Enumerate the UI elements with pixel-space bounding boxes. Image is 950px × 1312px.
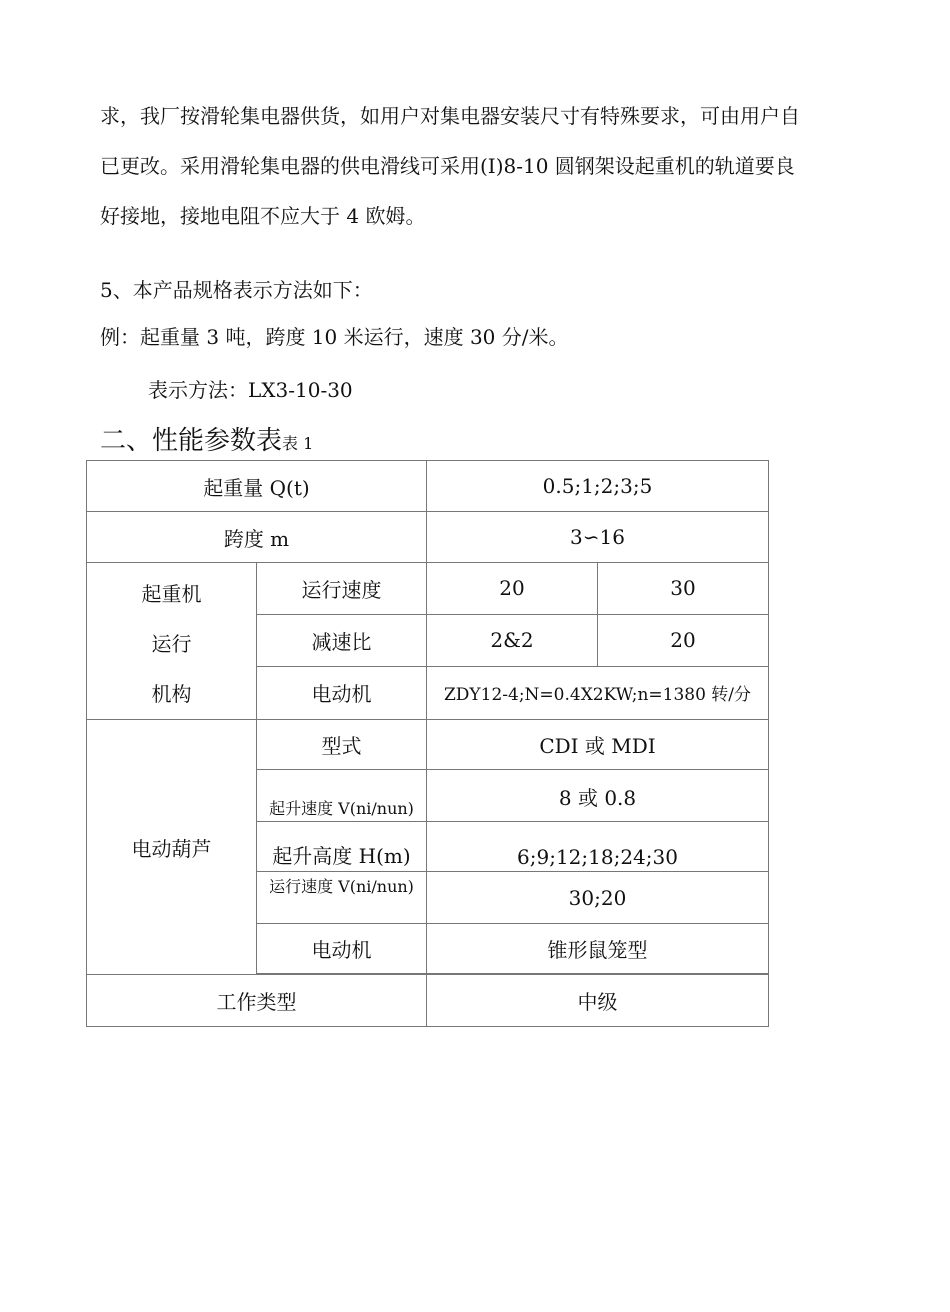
trolley-speed-label: 运行速度 V(ni/nun) (257, 872, 427, 924)
crane-motor-label: 电动机 (257, 666, 427, 719)
span-value: 3∽16 (427, 512, 769, 563)
spec-method-heading: 5、本产品规格表示方法如下： (100, 278, 373, 302)
run-speed-label: 运行速度 (257, 563, 427, 615)
run-speed-value-1: 20 (427, 563, 598, 615)
hoist-motor-value: 锥形鼠笼型 (427, 924, 769, 974)
lift-height-value: 6;9;12;18;24;30 (427, 822, 769, 872)
hoist-label: 电动葫芦 (87, 720, 257, 975)
table-row (87, 461, 769, 512)
crane-label-line-2: 运行 (151, 632, 192, 656)
lift-speed-value: 8 或 0.8 (427, 770, 769, 822)
paragraph-line-2: 已更改。采用滑轮集电器的供电滑线可采用(I)8-10 圆钢架设起重机的轨道要良 (100, 154, 795, 178)
crane-mechanism-label (87, 563, 257, 720)
table-row (87, 563, 769, 615)
work-type-label: 工作类型 (87, 975, 427, 1027)
lift-height-label: 起升高度 H(m) (257, 822, 427, 872)
table-row (87, 720, 769, 770)
table-row (87, 512, 769, 563)
model-label: 型式 (257, 720, 427, 770)
spec-example: 例：起重量 3 吨，跨度 10 米运行，速度 30 分/米。 (100, 325, 569, 349)
run-speed-value-2: 30 (598, 563, 769, 615)
table-caption: 表 1 (282, 434, 314, 453)
section-title: 二、性能参数表 (100, 426, 283, 456)
crane-label-line-3: 机构 (151, 682, 192, 706)
capacity-value: 0.5;1;2;3;5 (427, 461, 769, 512)
work-type-value: 中级 (427, 975, 769, 1027)
lift-speed-label: 起升速度 V(ni/nun) (257, 770, 427, 822)
trolley-speed-value: 30;20 (427, 872, 769, 924)
crane-label-line-1: 起重机 (141, 582, 202, 606)
section-heading (100, 420, 313, 457)
performance-table (86, 460, 769, 1027)
ratio-label: 减速比 (257, 614, 427, 666)
table-row (87, 975, 769, 1027)
ratio-value-1: 2&2 (427, 614, 598, 666)
model-value: CDI 或 MDI (427, 720, 769, 770)
paragraph-line-1: 求，我厂按滑轮集电器供货，如用户对集电器安装尺寸有特殊要求，可由用户自 (100, 104, 800, 128)
paragraph-line-3: 好接地，接地电阻不应大于 4 欧姆。 (100, 204, 426, 228)
span-label: 跨度 m (87, 512, 427, 563)
spec-notation: 表示方法：LX3-10-30 (148, 378, 353, 402)
capacity-label: 起重量 Q(t) (87, 461, 427, 512)
crane-motor-value: ZDY12-4;N=0.4X2KW;n=1380 转/分 (427, 666, 769, 719)
hoist-motor-label: 电动机 (257, 924, 427, 974)
ratio-value-2: 20 (598, 614, 769, 666)
